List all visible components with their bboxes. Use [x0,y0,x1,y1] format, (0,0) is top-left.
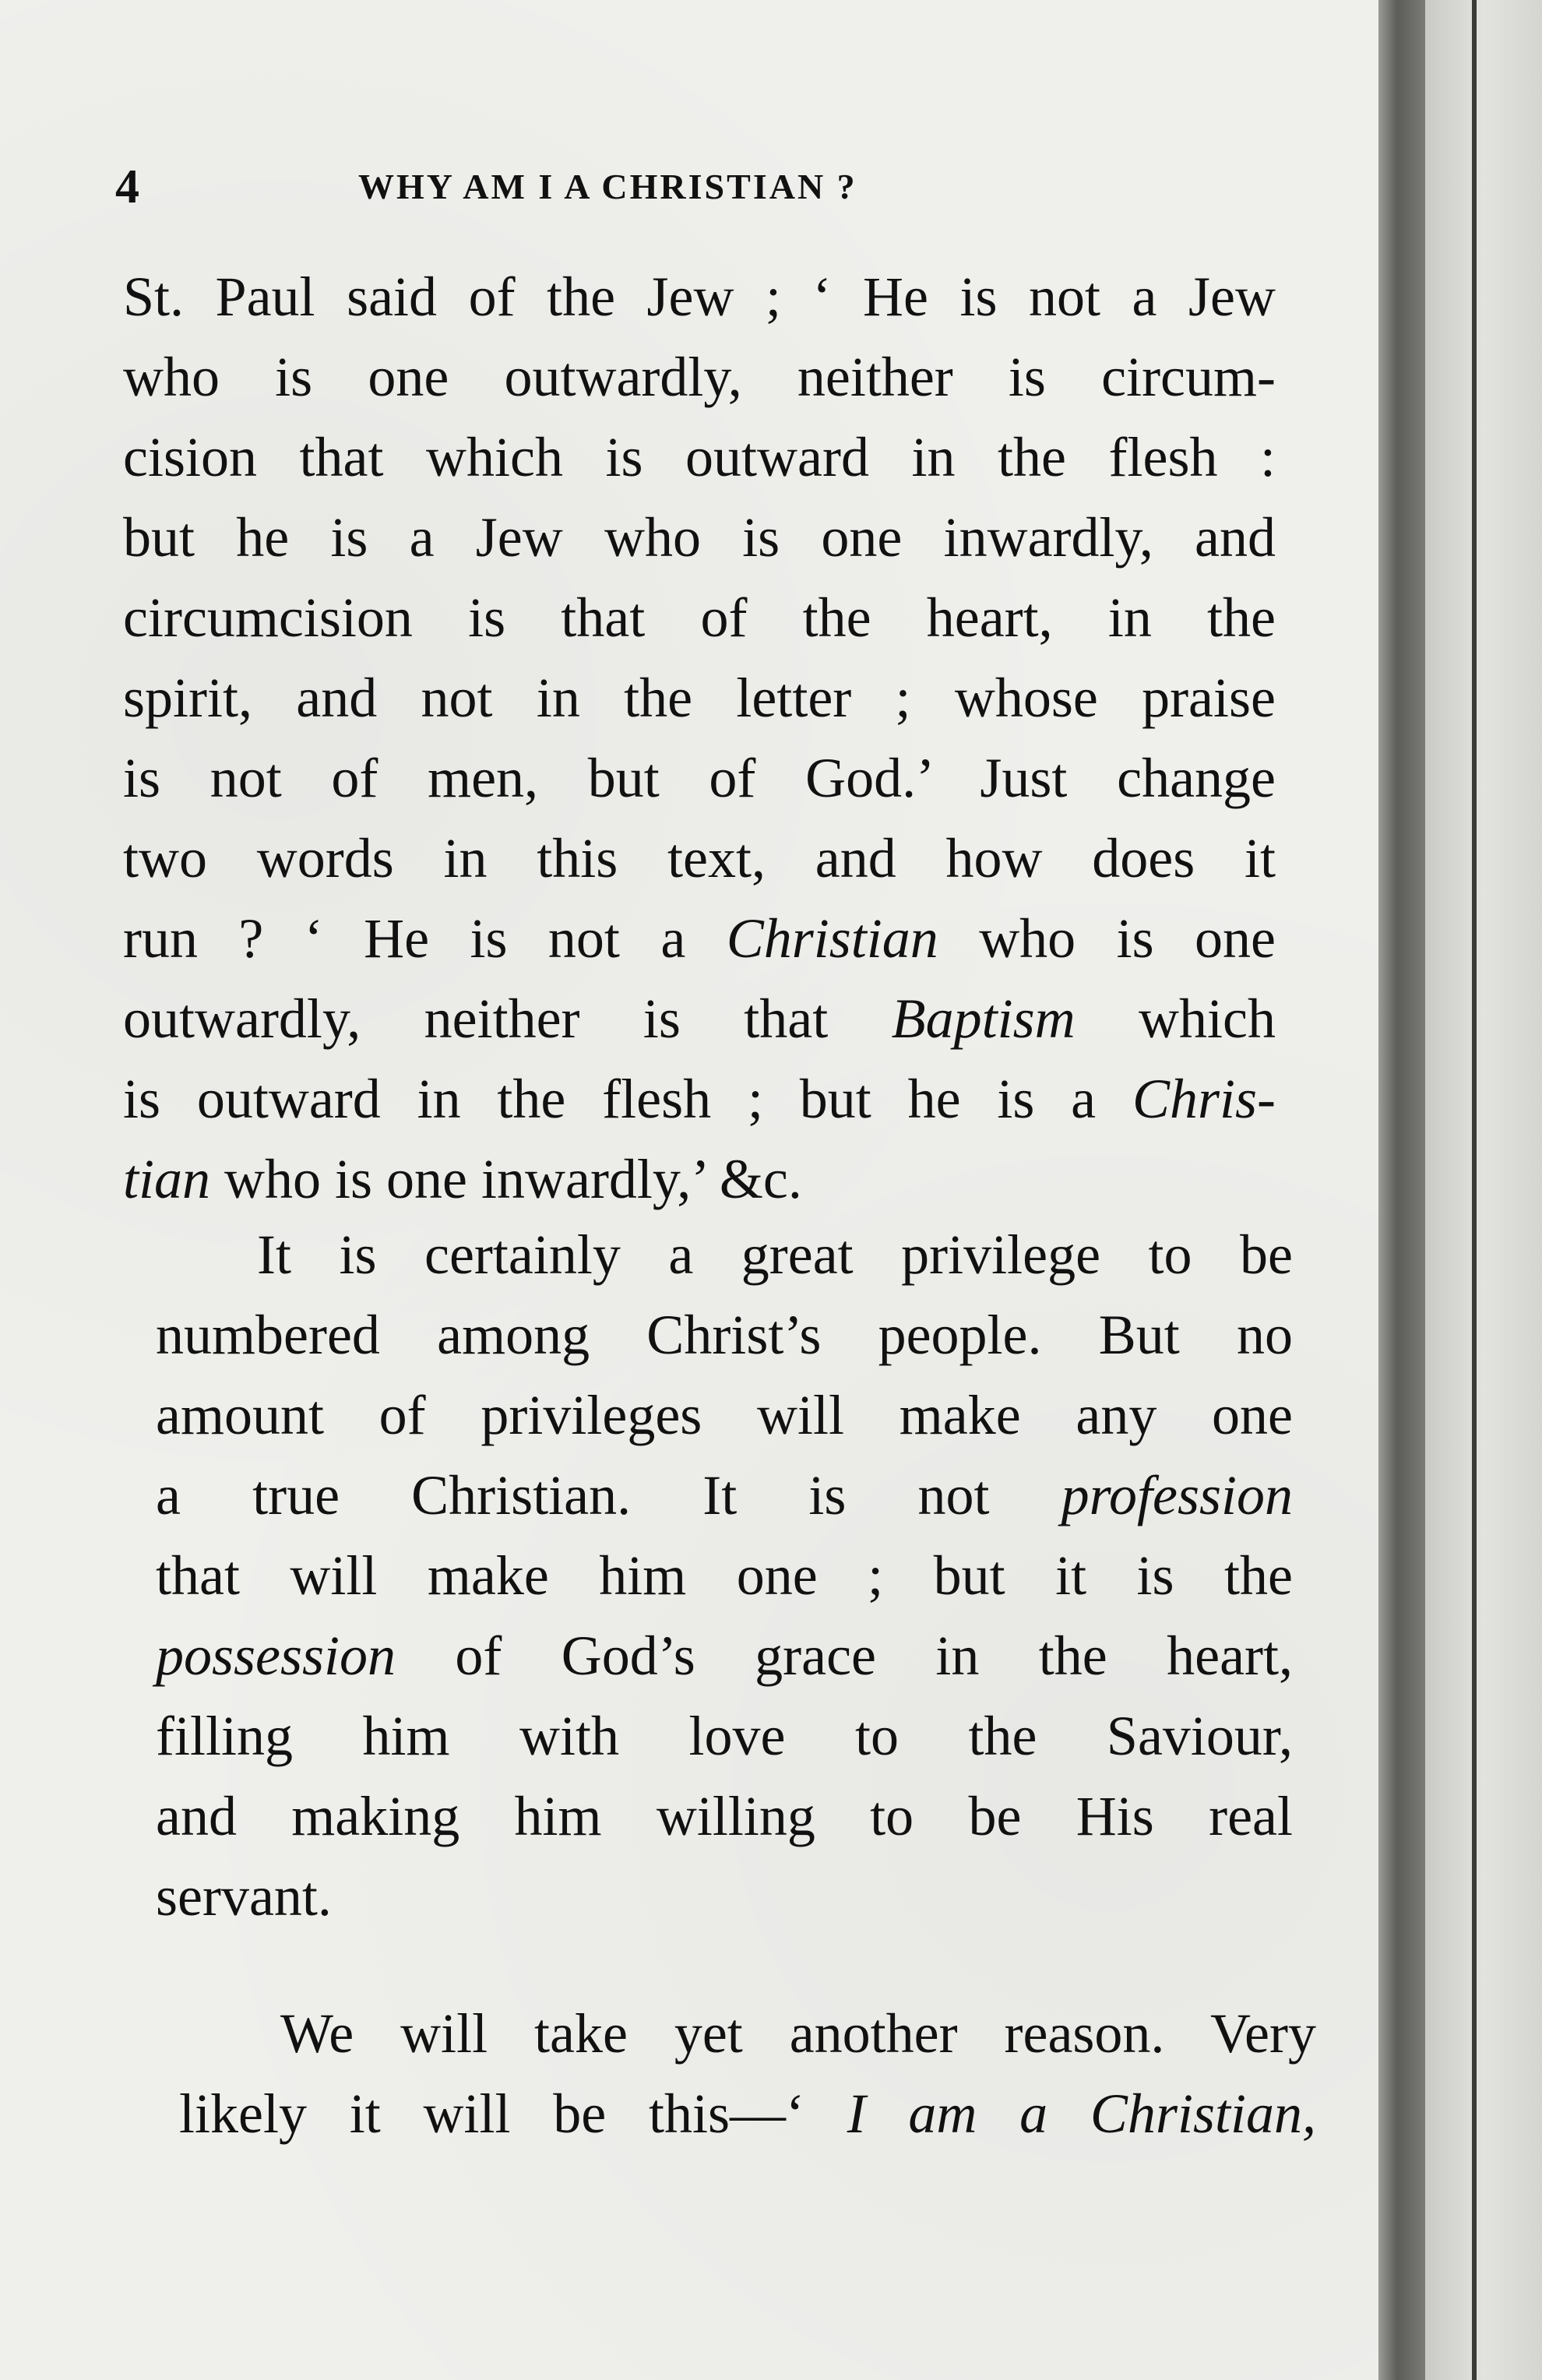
italic-run: Chris- [1132,1068,1276,1130]
running-title: WHY AM I A CHRISTIAN ? [358,167,857,206]
italic-run: I am a Christian, [847,2082,1316,2145]
text-line: numbered among Christ’s people. But no [156,1304,1293,1366]
text-line: two words in this text, and how does it [123,827,1276,889]
text-line: We will take yet another reason. Very [280,2002,1316,2065]
text-run: who is one [938,907,1276,970]
text-line: cision that which is outward in the flesh : [123,426,1276,488]
text-run: likely it will be this—‘ [179,2082,847,2145]
italic-run: tian [123,1148,211,1210]
text-line: It is certainly a great privilege to be [257,1223,1293,1286]
text-line [156,1616,1293,1696]
book-binding [1378,0,1425,2380]
text-run: outwardly, neither is that [123,988,892,1050]
text-line: amount of privileges will make any one [156,1384,1293,1446]
text-line [123,1059,1276,1139]
page-edge [1425,0,1542,2380]
text-line [123,1139,1276,1220]
text-line [156,1456,1293,1536]
text-line: is not of men, but of God.’ Just change [123,747,1276,809]
italic-run: Christian [726,907,938,970]
italic-run: profession [1061,1464,1293,1526]
italic-run: Baptism [891,988,1076,1050]
page-header [115,160,1019,214]
text-line: spirit, and not in the letter ; whose praise [123,667,1276,729]
text-run: is outward in the flesh ; but he is a [123,1068,1132,1130]
paragraph-1 [123,257,1276,1220]
text-line: circumcision is that of the heart, in the [123,586,1276,649]
paragraph-2 [156,1215,1293,1937]
text-line [179,2074,1316,2154]
page-edge-line [1472,0,1477,2380]
text-run: a true Christian. It is not [156,1464,1061,1526]
text-line: servant. [156,1865,332,1928]
text-line: filling him with love to the Saviour, [156,1705,1293,1767]
text-run: run ? ‘ He is not a [123,907,727,970]
page-number: 4 [115,160,139,213]
text-run: who is one inwardly,’ &c. [210,1148,802,1210]
paragraph-3 [179,1994,1316,2154]
text-line: who is one outwardly, neither is circum- [123,346,1276,408]
italic-run: possession [156,1625,396,1687]
text-line: that will make him one ; but it is the [156,1544,1293,1607]
text-line: St. Paul said of the Jew ; ‘ He is not a Jew [123,266,1276,328]
text-line: and making him willing to be His real [156,1785,1293,1847]
text-line [123,979,1276,1059]
text-line [123,899,1276,979]
text-run: which [1075,988,1276,1050]
text-line: but he is a Jew who is one inwardly, and [123,506,1276,569]
text-run: of God’s grace in the heart, [396,1625,1293,1687]
